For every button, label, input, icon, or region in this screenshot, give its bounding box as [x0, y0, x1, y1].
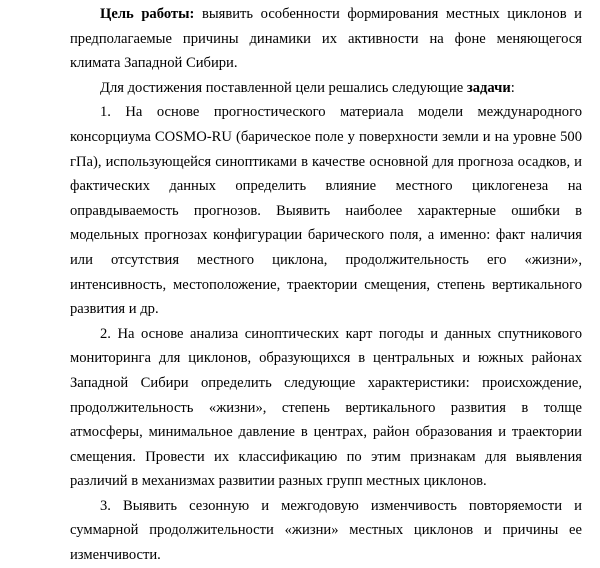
intro-text: Для достижения поставленной цели решались следующие: [100, 79, 467, 96]
task-3-paragraph: 3. Выявить сезонную и межгодовую изменчивость повторяемости и суммарной продолжительности «жизни» местных циклонов и причины ее изменчивости.: [70, 497, 582, 564]
intro-bold-word: задачи: [466, 79, 511, 96]
task-1-paragraph: 1. На основе прогностического материала модели международного консорциума COSMO-RU (барическое поле у поверхности земли и на уровне 500 гПа), использующейся синоптиками в качестве основной для прогноза осадков, и фактических данных определить влияние местного циклогенеза на оправдываемость прогнозов. Выявить наиболее характерные ошибки в модельных прогнозах конфигурации барического поля, а именно: факт наличия или отсутствия местного циклона, продолжительность его «жизни», интенсивность, местоположение, траектории смещения, степень вертикального развития и др.: [70, 104, 582, 318]
intro-end: :: [510, 79, 515, 96]
goal-paragraph: [70, 2, 582, 76]
goal-label: Цель работы:: [100, 6, 195, 22]
intro-paragraph: [70, 76, 582, 101]
goal-text: выявить особенности формирования местных циклонов и предполагаемые причины динамики их активности на фоне меняющегося климата Западной Сибири.: [70, 6, 582, 72]
task-2-paragraph: 2. На основе анализа синоптических карт погоды и данных спутникового мониторинга для циклонов, образующихся в центральных и южных районах Западной Сибири определить следующие характеристики: происхождение, продолжительность «жизни», степень вертикального развития в толще атмосферы, минимальное давление в центрах, район образования и траектории смещения. Провести их классификацию по этим признакам для выявления различий в механизмах развитии разных групп местных циклонов.: [70, 325, 582, 490]
